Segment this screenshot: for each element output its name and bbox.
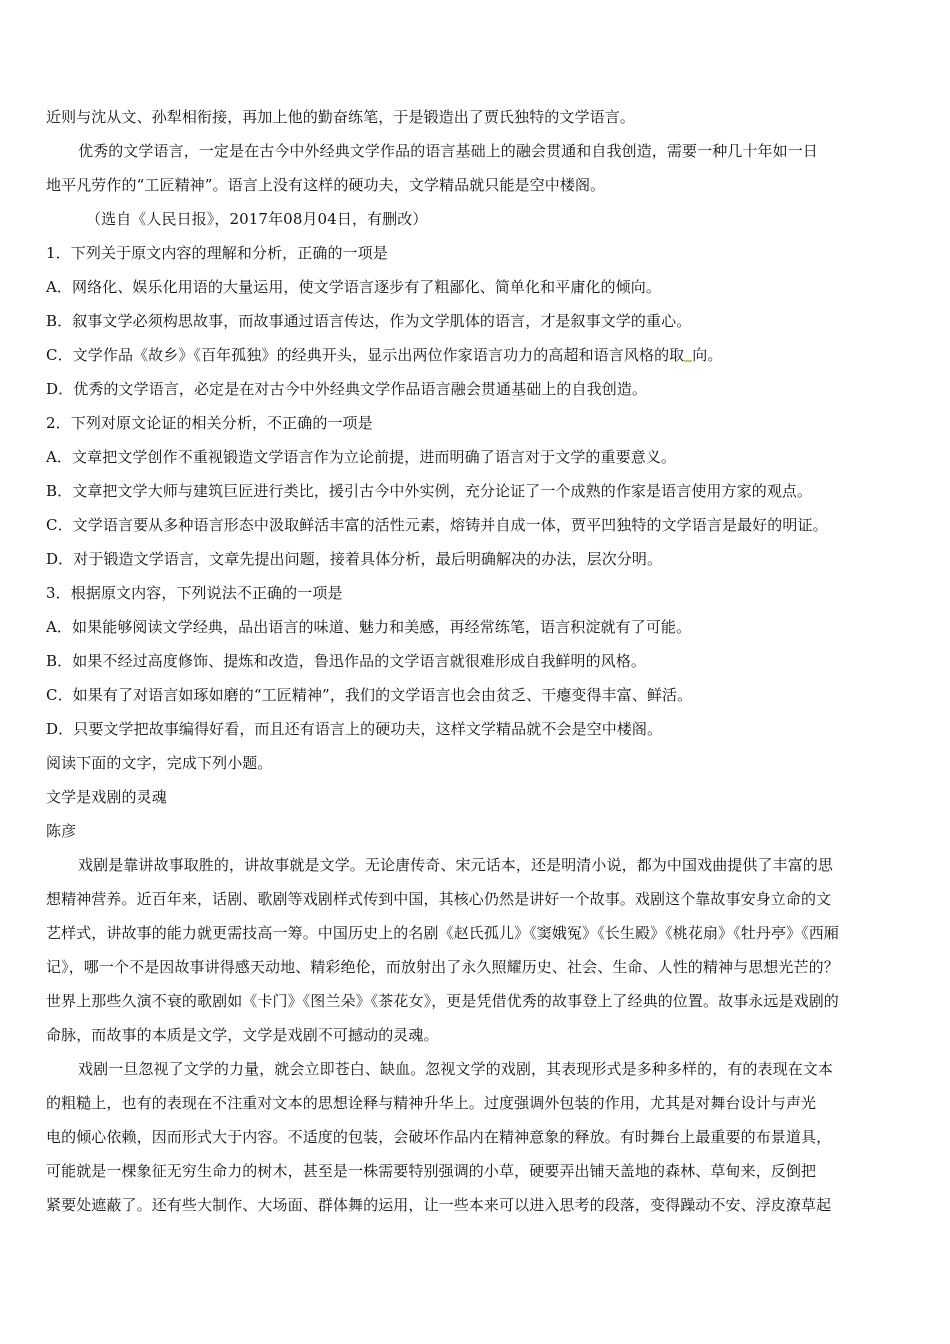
passage2-author: 陈彦 [46, 822, 77, 840]
source-citation: （选自《人民日报》，2017年08月04日，有删改） [86, 210, 428, 228]
question-2-stem: 2．下列对原文论证的相关分析，不正确的一项是 [46, 414, 373, 432]
question-2-option-d: D．对于锻造文学语言，文章先提出问题，接着具体分析，最后明确解决的办法，层次分明。 [46, 550, 663, 568]
question-1-option-c-text: C．文学作品《故乡》《百年孤独》的经典开头，显示出两位作家语言功力的高超和语言风格的取 [46, 346, 685, 364]
question-3-option-b: B．如果不经过高度修饰、提炼和改造，鲁迅作品的文学语言就很难形成自我鲜明的风格。 [46, 652, 647, 670]
question-3-option-c: C．如果有了对语言如琢如磨的“工匠精神”，我们的文学语言也会由贫乏、干瘪变得丰富、鲜活。 [46, 686, 693, 704]
question-1-option-b: B．叙事文学必须构思故事，而故事通过语言传达，作为文学肌体的语言，才是叙事文学的重心。 [46, 312, 692, 330]
passage1-tail-line: 近则与沈从文、孙犁相衔接，再加上他的勤奋练笔，于是锻造出了贾氏独特的文学语言。 [46, 108, 635, 126]
question-1-option-c [46, 338, 908, 372]
document-page [46, 100, 908, 1222]
question-3-option-a: A．如果能够阅读文学经典，品出语言的味道、魅力和美感，再经常练笔，语言积淀就有了可能。 [46, 618, 692, 636]
passage2-para1-line: 命脉，而故事的本质是文学，文学是戏剧不可撼动的灵魂。 [46, 1026, 439, 1044]
passage2-para1-line: 戏剧是靠讲故事取胜的，讲故事就是文学。无论唐传奇、宋元话本，还是明清小说，都为中国戏曲提供了丰富的思 [78, 856, 834, 874]
question-1-option-c-tail: 向。 [692, 346, 723, 364]
question-2-option-b: B．文章把文学大师与建筑巨匠进行类比，援引古今中外实例，充分论证了一个成熟的作家是语言使用方家的观点。 [46, 482, 813, 500]
passage2-para2-line: 戏剧一旦忽视了文学的力量，就会立即苍白、缺血。忽视文学的戏剧，其表现形式是多种多样的，有的表现在文本 [78, 1060, 834, 1078]
reading-instruction: 阅读下面的文字，完成下列小题。 [46, 754, 273, 772]
passage2-para1-line: 想精神营养。近百年来，话剧、歌剧等戏剧样式传到中国，其核心仍然是讲好一个故事。戏剧这个靠故事安身立命的文 [46, 890, 832, 908]
question-3-option-d: D．只要文学把故事编得好看，而且还有语言上的硬功夫，这样文学精品就不会是空中楼阁。 [46, 720, 663, 738]
passage2-para1-line: 艺样式，讲故事的能力就更需技高一筹。中国历史上的名剧《赵氏孤儿》《窦娥冤》《长生殿》《桃花扇》《牡丹亭》《西厢 [46, 924, 840, 942]
question-3-stem: 3．根据原文内容，下列说法不正确的一项是 [46, 584, 343, 602]
passage1-para-line: 优秀的文学语言，一定是在古今中外经典文学作品的语言基础上的融会贯通和自我创造，需要一种几十年如一日 [78, 142, 818, 160]
passage1-para-line: 地平凡劳作的“工匠精神”。语言上没有这样的硬功夫，文学精品就只能是空中楼阁。 [46, 176, 606, 194]
passage2-para2-line: 的粗糙上，也有的表现在不注重对文本的思想诠释与精神升华上。过度强调外包装的作用，尤其是对舞台设计与声光 [46, 1094, 817, 1112]
passage2-para2-line: 紧要处遮蔽了。还有些大制作、大场面、群体舞的运用，让一些本来可以进入思考的段落，变得躁动不安、浮皮潦草起 [46, 1196, 832, 1214]
passage2-para1-line: 世界上那些久演不衰的歌剧如《卡门》《图兰朵》《茶花女》，更是凭借优秀的故事登上了经典的位置。故事永远是戏剧的 [46, 992, 839, 1010]
question-2-option-a: A．文章把文学创作不重视锻造文学语言作为立论前提，进而明确了语言对于文学的重要意义。 [46, 448, 677, 466]
question-1-stem: 1．下列关于原文内容的理解和分析，正确的一项是 [46, 244, 388, 262]
passage2-para1-line: 记》，哪一个不是因故事讲得感天动地、精彩绝伦，而放射出了永久照耀历史、社会、生命、人性的精神与思想光芒的？ [46, 958, 839, 976]
question-1-option-d: D．优秀的文学语言，必定是在对古今中外经典文学作品语言融会贯通基础上的自我创造。 [46, 380, 648, 398]
question-2-option-c: C．文学语言要从多种语言形态中汲取鲜活丰富的活性元素，熔铸并自成一体，贾平凹独特的文学语言是最好的明证。 [46, 516, 828, 534]
passage2-para2-line: 电的倾心依赖，因而形式大于内容。不适度的包装，会破坏作品内在精神意象的释放。有时舞台上最重要的布景道具， [46, 1128, 832, 1146]
passage2-para2-line: 可能就是一棵象征无穷生命力的树木，甚至是一株需要特别强调的小草，硬要弄出铺天盖地的森林、草甸来，反倒把 [46, 1162, 817, 1180]
question-1-option-a: A．网络化、娱乐化用语的大量运用，使文学语言逐步有了粗鄙化、简单化和平庸化的倾向。 [46, 278, 661, 296]
passage2-title: 文学是戏剧的灵魂 [46, 788, 167, 806]
